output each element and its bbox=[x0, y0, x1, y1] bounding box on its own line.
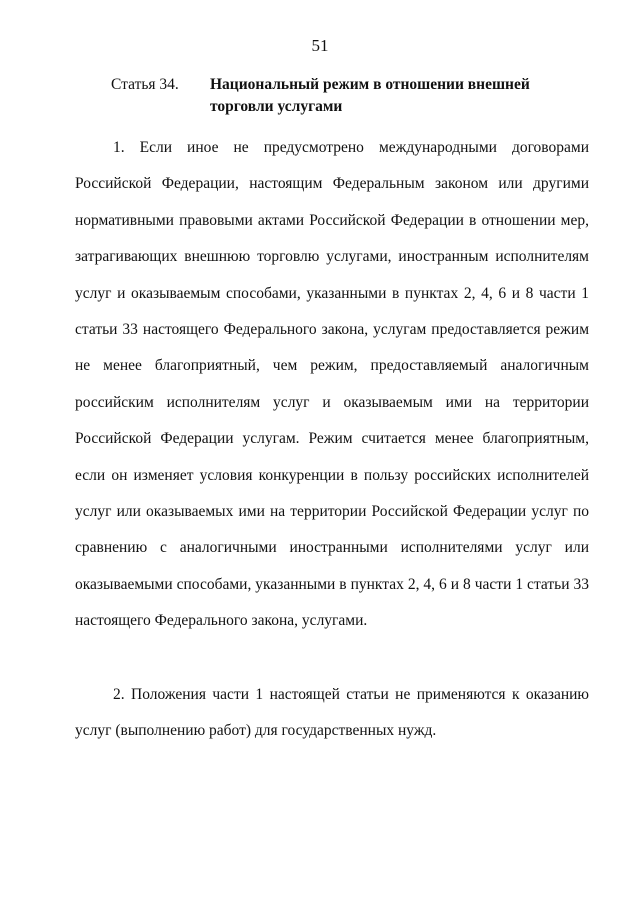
article-label: Статья 34. bbox=[111, 76, 179, 93]
article-title: Национальный режим в отношении внешней торговли услугами bbox=[210, 76, 530, 115]
paragraph-text: 1. Если иное не предусмотрено международными договорами Российской Федерации, настоящим Федеральным законом или другими нормативными правовыми актами Российской Федерации в отношении мер, затрагивающих внешнюю торговлю услугами, иностранным исполнителям услуг и оказываемым способами, указанными в пунктах 2, 4, 6 и 8 части 1 статьи 33 настоящего Федерального закона, услугам предоставляется режим не менее благоприятный, чем режим, предоставляемый аналогичным российским исполнителям услуг и оказываемым ими на территории Российской Федерации услугам. Режим считается менее благоприятным, если он изменяет условия конкуренции в пользу российских исполнителей услуг или оказываемых ими на территории Российской Федерации услуг по сравнению с аналогичными иностранными исполнителями услуг или оказываемыми способами, указанными в пунктах 2, 4, 6 и 8 части 1 статьи 33 настоящего Федерального закона, услугами. bbox=[75, 139, 589, 630]
paragraph-1 bbox=[75, 130, 589, 640]
paragraph-2 bbox=[75, 677, 589, 750]
paragraph-text: 2. Положения части 1 настоящей статьи не применяются к оказанию услуг (выполнению работ) для государственных нужд. bbox=[75, 686, 589, 740]
page-number: 51 bbox=[311, 36, 329, 55]
